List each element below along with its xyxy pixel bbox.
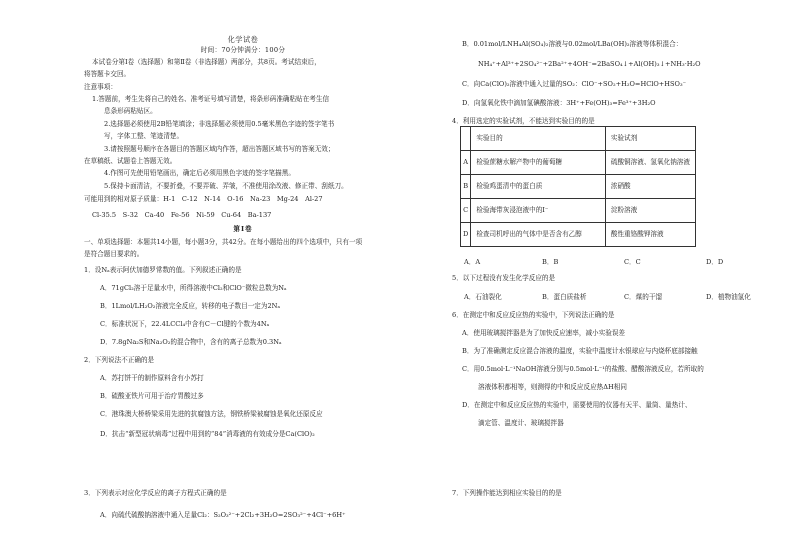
part1-instructions: 一、单项选择题：本题共14小题，每小题3分，共42分。在每小题给出的四个选项中，只有一项 [84,238,363,246]
option: A．71gCl₂溶于足量水中，所得溶液中Cl₂和ClO⁻微粒总数为Nₐ [100,284,287,292]
option: C．煤的干馏 [624,293,663,301]
option: C．向Ca(ClO)₂溶液中通入过量的SO₂：ClO⁻+SO₂+H₂O=HClO+HSO₃⁻ [462,80,687,88]
table-cell: B [461,175,471,199]
atomic-mass-line: Cl-35.5 S-32 Ca-40 Fe-56 Ni-59 Cu-64 Ba-137 [92,211,272,219]
option-continued: NH₄⁺+Al³⁺+2SO₄²⁻+2Ba²⁺+4OH⁻=2BaSO₄↓+Al(OH)₃↓+NH₃·H₂O [478,60,701,68]
note-item: 4.作图可先使用铅笔画出，确定后必须用黑色字迹的签字笔描黑。 [104,169,295,177]
table-header-row [461,127,696,151]
table-cell [461,127,471,151]
table-cell: 检验鸡蛋清中的蛋白质 [471,175,606,199]
option: D．抗击“新型冠状病毒”过程中用到的“84”消毒液的有效成分是Ca(ClO)₂ [100,430,315,438]
note-item: 2.选择题必须使用2B铅笔填涂；非选择题必须使用0.5毫米黑色字迹的签字笔书 [104,120,335,128]
note-item: 5.保持卡面清洁，不要折叠，不要弄破、弄皱，不准使用涂改液、修正带、刮纸刀。 [104,182,348,190]
option: A．使用玻璃搅拌器是为了加快反应速率，减小实验误差 [462,329,626,337]
intro-line: 本试卷分第Ⅰ卷（选择题）和第Ⅱ卷（非选择题）两部分，共8页。考试结束后， [92,58,321,66]
table-cell: 浓硝酸 [605,175,695,199]
note-item: 息条形码粘贴区。 [104,107,157,115]
option: C．标准状况下，22.4LCCl₄中含有C－Cl键的个数为4Nₐ [100,320,270,328]
option: B．1Lmol/LH₂O₂溶液完全反应，转移的电子数目一定为2Nₐ [100,302,280,310]
table-cell: 检查司机呼出的气体中是否含有乙醇 [471,223,606,247]
note-item: 写，字体工整、笔迹清楚。 [104,132,184,140]
option-continued: 溶液体积都相等，则测得的中和反应反应热ΔH相同 [478,383,627,391]
option: C．港珠澳大桥桥梁采用先进的抗腐蚀方法，钢铁桥梁被腐蚀是氧化还原反应 [100,410,323,418]
option-continued: 滴定管、温度计、玻璃搅拌器 [478,419,564,427]
table-row [461,199,696,223]
table-header: 实验试剂 [605,127,695,151]
exam-meta: 时间：70分钟满分：100分 [200,46,286,54]
table-header: 实验目的 [471,127,606,151]
question-stem: 5．以下过程没有发生化学反应的是 [452,274,556,282]
table-cell: D [461,223,471,247]
question-stem: 4．利用选定的实验试剂，不能达到实验目的的是 [452,117,595,125]
option: D．7.8gNa₂S和Na₂O₂的混合物中，含有的离子总数为0.3Nₐ [100,338,282,346]
option: B．硫酸亚铁片可用于治疗胃酸过多 [100,392,204,400]
option: A．向硫代硫酸钠溶液中通入足量Cl₂：S₂O₃²⁻+2Cl₂+3H₂O=2SO₃²⁻+4Cl⁻+6H⁺ [100,511,346,519]
option: A．石油裂化 [464,293,502,301]
option: D．在测定中和反应反应热的实验中，需要使用的仪器有天平、量筒、量热计、 [462,401,692,409]
option: D．植物油氢化 [706,293,751,301]
question-stem: 2．下列说法不正确的是 [84,356,155,364]
part1-instructions: 是符合题目要求的。 [84,250,144,258]
option: B．为了准确测定反应混合溶液的温度，实验中温度计水银球应与内烧杯底部接触 [462,347,698,355]
question-stem: 3．下列表示对应化学反应的离子方程式正确的是 [84,489,227,497]
intro-line: 将答题卡交回。 [84,70,131,78]
note-item: 在草稿纸、试题卷上答题无效。 [84,157,177,165]
atomic-mass-line: 可能用到的相对原子质量：H-1 C-12 N-14 O-16 Na-23 Mg-24 Al-27 [84,195,323,203]
table-row [461,223,696,247]
question-stem: 1．设Nₐ表示阿伏加德罗常数的值。下列叙述正确的是 [84,266,242,274]
question-stem: 7．下列操作能达到相应实验目的的是 [452,489,562,497]
option: A．A [464,258,481,266]
option: D．向氢氧化铁中滴加氢碘酸溶液：3H⁺+Fe(OH)₃=Fe³⁺+3H₂O [462,99,656,107]
option: C．C [624,258,641,266]
table-cell: A [461,151,471,175]
option: B．0.01mol/LNH₄Al(SO₄)₂溶液与0.02mol/LBa(OH)₂溶液等体积混合： [462,40,683,48]
table-row [461,151,696,175]
option: D．D [706,258,724,266]
question-stem: 6．在测定中和反应反应热的实验中，下列说法正确的是 [452,311,615,319]
note-item: 3.请按照题号顺序在各题目的答题区域内作答，超出答题区域书写的答案无效； [104,145,335,153]
table-cell: C [461,199,471,223]
option: B．蛋白质盐析 [542,293,587,301]
page-title: 化学试卷 [227,35,259,44]
table-cell: 酸性重铬酸钾溶液 [605,223,695,247]
part1-heading: 第Ⅰ卷 [233,225,253,233]
table-cell: 硫酸铜溶液、氢氧化钠溶液 [605,151,695,175]
experiment-table [460,126,696,247]
note-item: 1.答题前，考生先将自己的姓名、准考证号填写清楚，将条形码准确粘贴在考生信 [92,95,330,103]
table-row [461,175,696,199]
option: C．用0.5mol·L⁻¹NaOH溶液分别与0.5mol·L⁻¹的盐酸、醋酸溶液反应，若所取的 [462,365,704,373]
option: B．B [542,258,559,266]
table-cell: 检验海带灰浸泡液中的I⁻ [471,199,606,223]
table-cell: 检验蔗糖水解产物中的葡萄糖 [471,151,606,175]
option: A．苏打饼干的制作原料含有小苏打 [100,374,204,382]
notes-title: 注意事项： [84,83,117,91]
table-cell: 淀粉溶液 [605,199,695,223]
